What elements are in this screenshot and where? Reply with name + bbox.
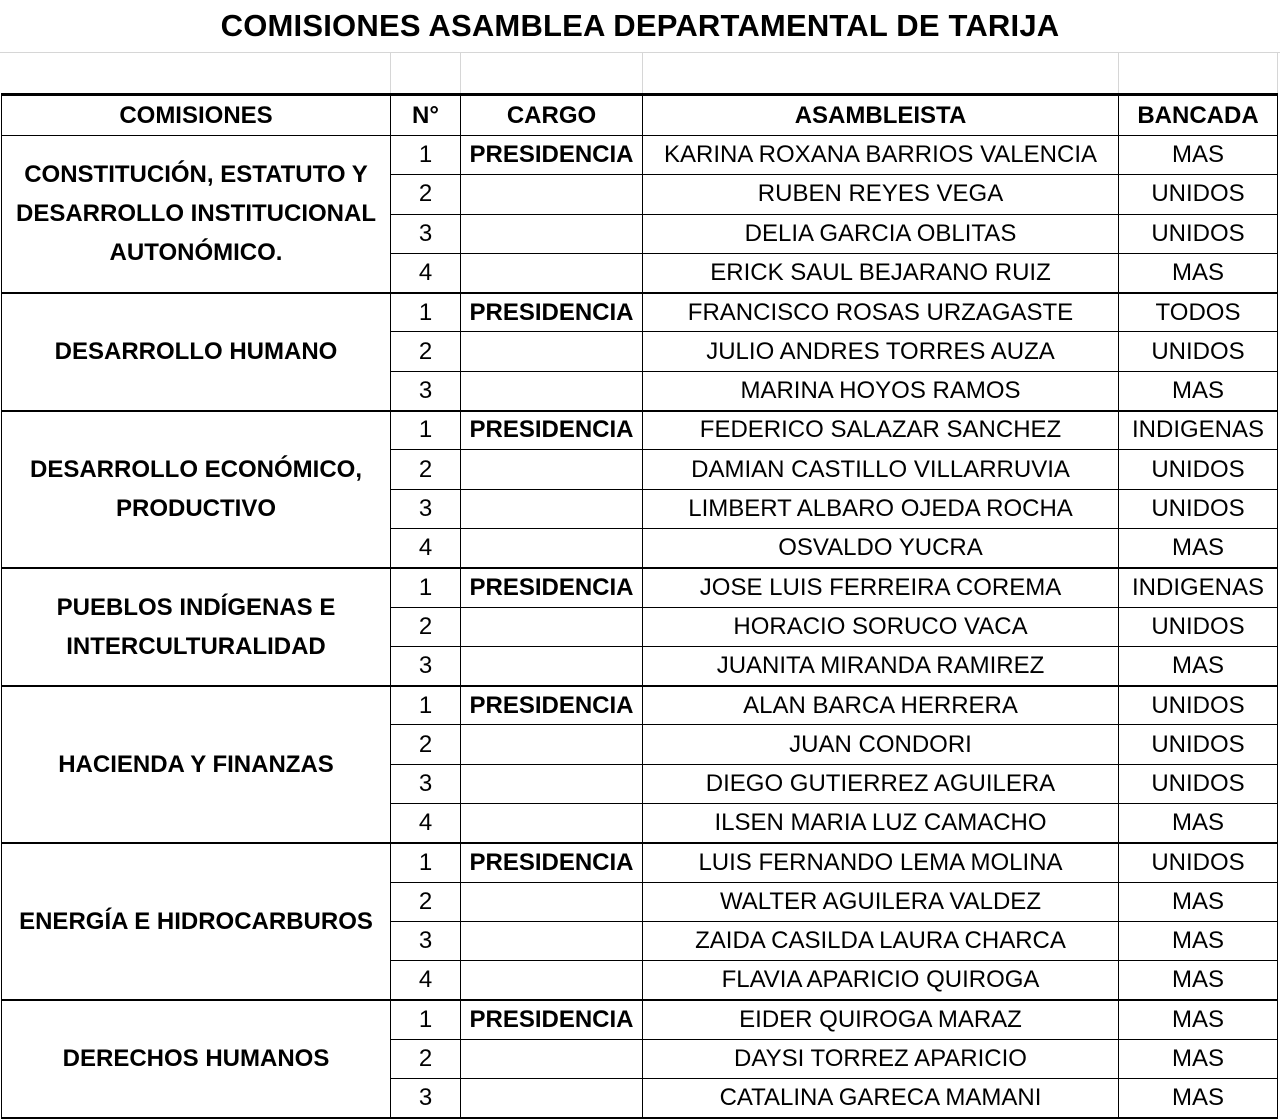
- member-cargo: [461, 882, 643, 921]
- grid-line: [0, 52, 1280, 53]
- member-cargo: [461, 921, 643, 960]
- member-cargo: PRESIDENCIA: [461, 411, 643, 450]
- member-cargo: [461, 646, 643, 685]
- member-bancada: MAS: [1119, 371, 1278, 410]
- member-bancada: UNIDOS: [1119, 607, 1278, 646]
- member-bancada: MAS: [1119, 1039, 1278, 1078]
- commission-name: DERECHOS HUMANOS: [2, 1000, 391, 1118]
- member-cargo: [461, 961, 643, 1000]
- member-cargo: PRESIDENCIA: [461, 843, 643, 882]
- member-cargo: [461, 1079, 643, 1118]
- member-number: 2: [391, 332, 461, 371]
- member-cargo: [461, 450, 643, 489]
- member-cargo: [461, 528, 643, 567]
- member-name: LUIS FERNANDO LEMA MOLINA: [643, 843, 1119, 882]
- member-bancada: MAS: [1119, 136, 1278, 175]
- member-bancada: UNIDOS: [1119, 489, 1278, 528]
- member-name: DAMIAN CASTILLO VILLARRUVIA: [643, 450, 1119, 489]
- member-number: 3: [391, 371, 461, 410]
- commission-name: PUEBLOS INDÍGENAS E INTERCULTURALIDAD: [2, 568, 391, 686]
- member-number: 4: [391, 528, 461, 567]
- commission-name: ENERGÍA E HIDROCARBUROS: [2, 843, 391, 1000]
- commission-name: DESARROLLO HUMANO: [2, 293, 391, 411]
- commission-name: CONSTITUCIÓN, ESTATUTO Y DESARROLLO INSTITUCIONAL AUTONÓMICO.: [2, 136, 391, 293]
- member-bancada: MAS: [1119, 1079, 1278, 1118]
- member-number: 3: [391, 921, 461, 960]
- member-bancada: UNIDOS: [1119, 686, 1278, 725]
- member-number: 2: [391, 175, 461, 214]
- member-name: ERICK SAUL BEJARANO RUIZ: [643, 253, 1119, 292]
- member-cargo: [461, 489, 643, 528]
- grid-line: [390, 52, 391, 93]
- member-number: 1: [391, 411, 461, 450]
- member-bancada: INDIGENAS: [1119, 568, 1278, 607]
- member-name: JUANITA MIRANDA RAMIREZ: [643, 646, 1119, 685]
- table-row: [2, 568, 1278, 607]
- member-number: 2: [391, 882, 461, 921]
- member-cargo: [461, 175, 643, 214]
- member-bancada: UNIDOS: [1119, 450, 1278, 489]
- member-bancada: MAS: [1119, 646, 1278, 685]
- member-bancada: UNIDOS: [1119, 764, 1278, 803]
- header-asambleista: ASAMBLEISTA: [643, 95, 1119, 136]
- member-name: RUBEN REYES VEGA: [643, 175, 1119, 214]
- table-row: [2, 136, 1278, 175]
- member-number: 2: [391, 1039, 461, 1078]
- member-bancada: UNIDOS: [1119, 214, 1278, 253]
- member-number: 3: [391, 489, 461, 528]
- member-number: 1: [391, 843, 461, 882]
- member-cargo: [461, 371, 643, 410]
- table-row: [2, 411, 1278, 450]
- member-cargo: [461, 1039, 643, 1078]
- member-bancada: MAS: [1119, 804, 1278, 843]
- member-name: DIEGO GUTIERREZ AGUILERA: [643, 764, 1119, 803]
- member-bancada: TODOS: [1119, 293, 1278, 332]
- member-name: OSVALDO YUCRA: [643, 528, 1119, 567]
- member-number: 4: [391, 961, 461, 1000]
- table-row: [2, 293, 1278, 332]
- member-name: WALTER AGUILERA VALDEZ: [643, 882, 1119, 921]
- member-cargo: PRESIDENCIA: [461, 568, 643, 607]
- table-row: [2, 1000, 1278, 1039]
- table-row: [2, 843, 1278, 882]
- member-cargo: [461, 764, 643, 803]
- member-name: ILSEN MARIA LUZ CAMACHO: [643, 804, 1119, 843]
- header-cargo: CARGO: [461, 95, 643, 136]
- commissions-table: [1, 93, 1278, 1119]
- member-number: 2: [391, 725, 461, 764]
- member-bancada: INDIGENAS: [1119, 411, 1278, 450]
- member-cargo: PRESIDENCIA: [461, 686, 643, 725]
- member-cargo: [461, 214, 643, 253]
- member-bancada: MAS: [1119, 921, 1278, 960]
- member-number: 4: [391, 804, 461, 843]
- member-cargo: [461, 725, 643, 764]
- grid-line: [642, 52, 643, 93]
- member-name: FLAVIA APARICIO QUIROGA: [643, 961, 1119, 1000]
- commission-name: HACIENDA Y FINANZAS: [2, 686, 391, 843]
- member-name: HORACIO SORUCO VACA: [643, 607, 1119, 646]
- member-name: MARINA HOYOS RAMOS: [643, 371, 1119, 410]
- member-name: JOSE LUIS FERREIRA COREMA: [643, 568, 1119, 607]
- member-name: JUAN CONDORI: [643, 725, 1119, 764]
- member-name: DELIA GARCIA OBLITAS: [643, 214, 1119, 253]
- member-bancada: MAS: [1119, 1000, 1278, 1039]
- grid-line: [460, 52, 461, 93]
- member-cargo: [461, 804, 643, 843]
- member-number: 1: [391, 568, 461, 607]
- member-number: 2: [391, 450, 461, 489]
- member-bancada: MAS: [1119, 253, 1278, 292]
- member-name: KARINA ROXANA BARRIOS VALENCIA: [643, 136, 1119, 175]
- member-number: 1: [391, 136, 461, 175]
- member-bancada: MAS: [1119, 961, 1278, 1000]
- header-numero: N°: [391, 95, 461, 136]
- table-header-row: [2, 95, 1278, 136]
- member-bancada: MAS: [1119, 528, 1278, 567]
- member-bancada: UNIDOS: [1119, 725, 1278, 764]
- header-comisiones: COMISIONES: [2, 95, 391, 136]
- member-bancada: UNIDOS: [1119, 175, 1278, 214]
- member-name: DAYSI TORREZ APARICIO: [643, 1039, 1119, 1078]
- member-number: 3: [391, 646, 461, 685]
- member-name: ZAIDA CASILDA LAURA CHARCA: [643, 921, 1119, 960]
- page-title: COMISIONES ASAMBLEA DEPARTAMENTAL DE TARIJA: [220, 8, 1060, 43]
- member-bancada: UNIDOS: [1119, 332, 1278, 371]
- member-cargo: [461, 253, 643, 292]
- member-number: 1: [391, 686, 461, 725]
- member-cargo: PRESIDENCIA: [461, 293, 643, 332]
- member-name: FRANCISCO ROSAS URZAGASTE: [643, 293, 1119, 332]
- member-number: 4: [391, 253, 461, 292]
- member-number: 2: [391, 607, 461, 646]
- grid-line: [1118, 52, 1119, 93]
- header-bancada: BANCADA: [1119, 95, 1278, 136]
- member-number: 1: [391, 1000, 461, 1039]
- member-name: LIMBERT ALBARO OJEDA ROCHA: [643, 489, 1119, 528]
- member-number: 3: [391, 764, 461, 803]
- member-name: EIDER QUIROGA MARAZ: [643, 1000, 1119, 1039]
- commission-name: DESARROLLO ECONÓMICO, PRODUCTIVO: [2, 411, 391, 568]
- member-cargo: [461, 332, 643, 371]
- member-number: 1: [391, 293, 461, 332]
- table-body: [2, 136, 1278, 1118]
- grid-line: [1277, 52, 1278, 93]
- member-cargo: [461, 607, 643, 646]
- member-number: 3: [391, 214, 461, 253]
- member-number: 3: [391, 1079, 461, 1118]
- member-name: CATALINA GARECA MAMANI: [643, 1079, 1119, 1118]
- member-name: FEDERICO SALAZAR SANCHEZ: [643, 411, 1119, 450]
- member-name: ALAN BARCA HERRERA: [643, 686, 1119, 725]
- member-cargo: PRESIDENCIA: [461, 136, 643, 175]
- table-row: [2, 686, 1278, 725]
- member-name: JULIO ANDRES TORRES AUZA: [643, 332, 1119, 371]
- member-bancada: MAS: [1119, 882, 1278, 921]
- member-cargo: PRESIDENCIA: [461, 1000, 643, 1039]
- member-bancada: UNIDOS: [1119, 843, 1278, 882]
